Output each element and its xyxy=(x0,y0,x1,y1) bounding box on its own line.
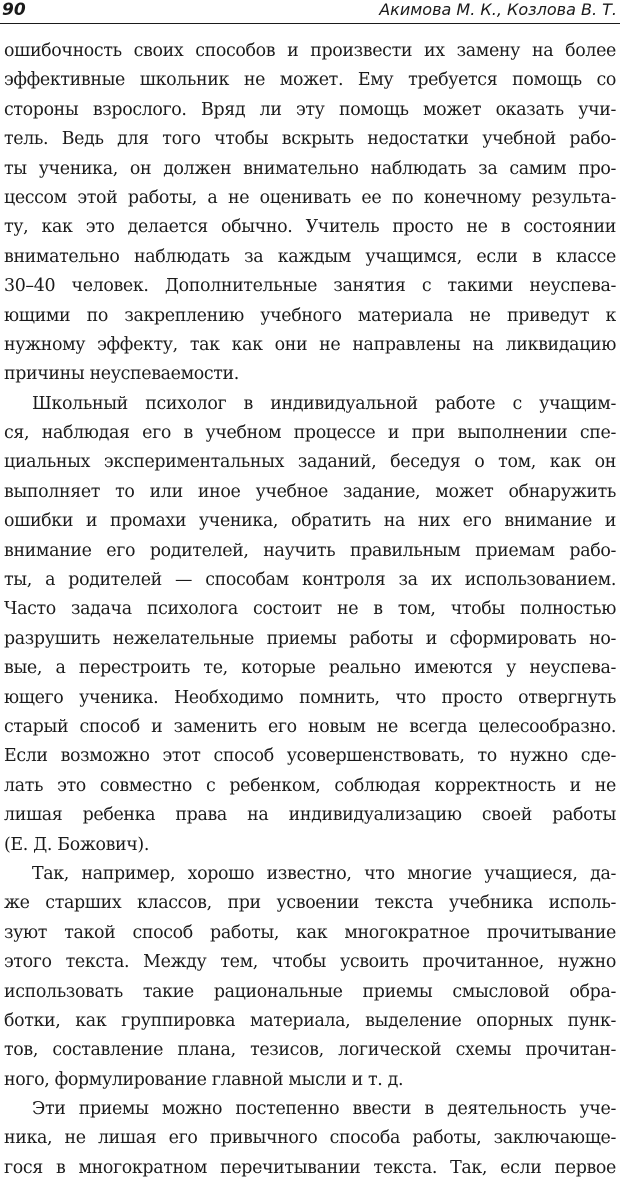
text-line: ника, не лишая его привычного способа работы, заключающе- xyxy=(4,1128,616,1149)
text-line: Часто задача психолога состоит не в том, чтобы полностью xyxy=(4,599,616,620)
running-title: Акимова М. К., Козлова В. Т. xyxy=(379,0,617,19)
text-line: тель. Ведь для того чтобы вскрыть недостатки учебной рабо- xyxy=(4,129,616,150)
text-line: вые, а перестроить те, которые реально имеются у неуспева- xyxy=(4,658,616,679)
text-line: ошибки и промахи ученика, обратить на них его внимание и xyxy=(4,511,616,532)
text-line: ошибочность своих способов и произвести их замену на более xyxy=(4,41,616,61)
text-line: разрушить нежелательные приемы работы и сформировать но- xyxy=(4,628,616,649)
text-line: Школьный психолог в индивидуальной работе с учащим- xyxy=(32,393,616,414)
text-line: внимание его родителей, научить правильным приемам рабо- xyxy=(4,540,616,561)
text-line: стороны взрослого. Вряд ли эту помощь может оказать учи- xyxy=(4,99,616,120)
text-line: (Е. Д. Божович). xyxy=(4,834,150,855)
text-line: ся, наблюдая его в учебном процессе и при выполнении спе- xyxy=(4,423,616,444)
text-line: Если возможно этот способ усовершенствовать, то нужно сде- xyxy=(4,746,616,767)
text-line: этого текста. Между тем, чтобы усвоить прочитанное, нужно xyxy=(4,952,616,973)
text-line: нужному эффекту, так как они не направлены на ликвидацию xyxy=(4,334,616,355)
text-line: циальных экспериментальных заданий, беседуя о том, как он xyxy=(4,452,616,473)
text-line: лать это совместно с ребенком, соблюдая корректность и не xyxy=(4,775,616,796)
text-line: 30–40 человек. Дополнительные занятия с такими неуспева- xyxy=(4,276,616,297)
text-line: старый способ и заменить его новым не всегда целесообразно. xyxy=(4,716,616,737)
text-line: же старших классов, при усвоении текста учебника исполь- xyxy=(4,893,616,914)
text-line: ты ученика, он должен внимательно наблюдать за самим про- xyxy=(4,158,616,179)
text-line: гося в многократном перечитывании текста. Так, если первое xyxy=(4,1157,616,1178)
text-line: цессом этой работы, а не оценивать ее по конечному результа- xyxy=(4,187,616,208)
header-rule xyxy=(0,23,620,24)
text-line: лишая ребенка права на индивидуализацию своей работы xyxy=(4,805,616,826)
body-text xyxy=(4,37,616,1183)
text-line: внимательно наблюдать за каждым учащимся, если в классе xyxy=(4,246,616,267)
text-line: ботки, как группировка материала, выделение опорных пунк- xyxy=(4,1010,616,1031)
running-head xyxy=(0,0,620,22)
text-line: ного, формулирование главной мысли и т. д. xyxy=(4,1069,404,1090)
text-line: причины неуспеваемости. xyxy=(4,364,239,385)
page-number: 90 xyxy=(2,0,26,20)
text-line: эффективные школьник не может. Ему требуется помощь со xyxy=(4,70,616,91)
text-line: тов, составление плана, тезисов, логической схемы прочитан- xyxy=(4,1040,616,1061)
text-line: ты, а родителей — способам контроля за их использованием. xyxy=(4,570,616,591)
text-line: ту, как это делается обычно. Учитель просто не в состоянии xyxy=(4,217,616,238)
text-line: выполняет то или иное учебное задание, может обнаружить xyxy=(4,481,616,502)
text-line: ющими по закреплению учебного материала не приведут к xyxy=(4,305,616,326)
text-line: использовать такие рациональные приемы смысловой обра- xyxy=(4,981,616,1002)
text-line: ющего ученика. Необходимо помнить, что просто отвергнуть xyxy=(4,687,616,708)
text-line: Так, например, хорошо известно, что многие учащиеся, да- xyxy=(32,863,616,884)
text-line: зуют такой способ работы, как многократное прочитывание xyxy=(4,922,616,943)
text-line: Эти приемы можно постепенно ввести в деятельность уче- xyxy=(32,1099,616,1120)
